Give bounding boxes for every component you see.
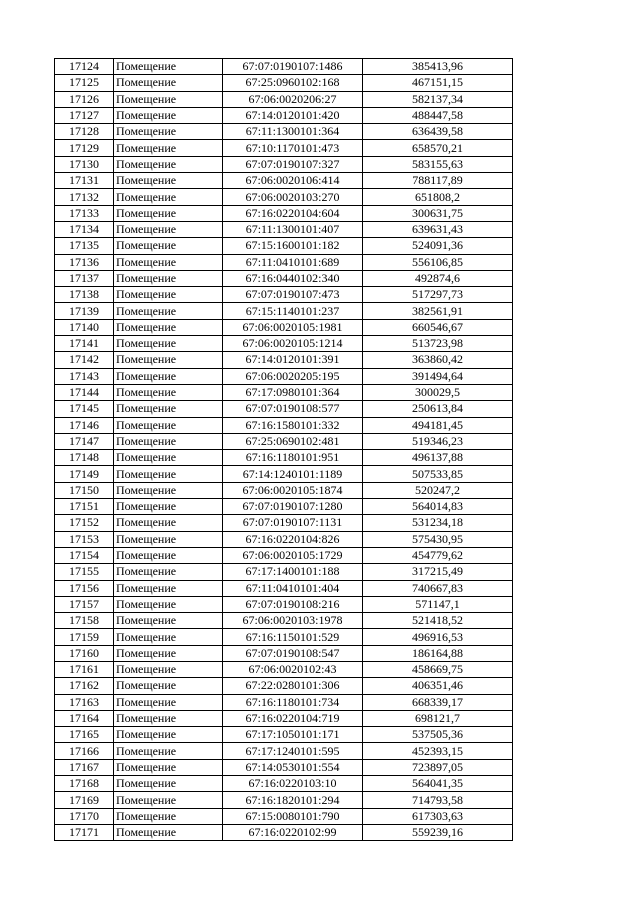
cadastral-value-cell: 385413,96 [363, 59, 513, 75]
table-row [55, 417, 513, 433]
object-type-cell: Помещение [114, 91, 223, 107]
cadastral-value-cell: 668339,17 [363, 694, 513, 710]
row-number-cell: 17168 [55, 776, 114, 792]
cadastral-number-cell: 67:16:1180101:734 [223, 694, 363, 710]
cadastral-number-cell: 67:06:0020103:1978 [223, 613, 363, 629]
object-type-cell: Помещение [114, 254, 223, 270]
cadastral-number-cell: 67:07:0190107:1131 [223, 515, 363, 531]
object-type-cell: Помещение [114, 710, 223, 726]
row-number-cell: 17132 [55, 189, 114, 205]
row-number-cell: 17151 [55, 499, 114, 515]
row-number-cell: 17160 [55, 645, 114, 661]
object-type-cell: Помещение [114, 776, 223, 792]
cadastral-number-cell: 67:15:1140101:237 [223, 303, 363, 319]
row-number-cell: 17135 [55, 238, 114, 254]
row-number-cell: 17146 [55, 417, 114, 433]
cadastral-value-cell: 723897,05 [363, 759, 513, 775]
object-type-cell: Помещение [114, 336, 223, 352]
row-number-cell: 17124 [55, 59, 114, 75]
table-row [55, 287, 513, 303]
object-type-cell: Помещение [114, 743, 223, 759]
table-row [55, 727, 513, 743]
table-row [55, 743, 513, 759]
cadastral-number-cell: 67:06:0020206:27 [223, 91, 363, 107]
cadastral-number-cell: 67:16:1180101:951 [223, 450, 363, 466]
table-row [55, 466, 513, 482]
table-row [55, 336, 513, 352]
table-row [55, 678, 513, 694]
row-number-cell: 17167 [55, 759, 114, 775]
cadastral-number-cell: 67:07:0190108:547 [223, 645, 363, 661]
object-type-cell: Помещение [114, 433, 223, 449]
table-row [55, 401, 513, 417]
cadastral-number-cell: 67:16:1820101:294 [223, 792, 363, 808]
cadastral-number-cell: 67:15:0080101:790 [223, 808, 363, 824]
cadastral-number-cell: 67:17:0980101:364 [223, 384, 363, 400]
row-number-cell: 17130 [55, 156, 114, 172]
row-number-cell: 17161 [55, 661, 114, 677]
object-type-cell: Помещение [114, 792, 223, 808]
table-row [55, 254, 513, 270]
cadastral-number-cell: 67:11:1300101:407 [223, 221, 363, 237]
table-row [55, 645, 513, 661]
cadastral-value-cell: 698121,7 [363, 710, 513, 726]
row-number-cell: 17131 [55, 173, 114, 189]
table-row [55, 482, 513, 498]
row-number-cell: 17164 [55, 710, 114, 726]
object-type-cell: Помещение [114, 107, 223, 123]
cadastral-number-cell: 67:06:0020105:1214 [223, 336, 363, 352]
registry-table-body [55, 59, 513, 841]
cadastral-number-cell: 67:06:0020105:1981 [223, 319, 363, 335]
cadastral-value-cell: 454779,62 [363, 547, 513, 563]
table-row [55, 808, 513, 824]
cadastral-value-cell: 658570,21 [363, 140, 513, 156]
cadastral-number-cell: 67:07:0190108:577 [223, 401, 363, 417]
table-row [55, 776, 513, 792]
table-row [55, 694, 513, 710]
cadastral-number-cell: 67:06:0020102:43 [223, 661, 363, 677]
cadastral-number-cell: 67:17:1400101:188 [223, 564, 363, 580]
row-number-cell: 17125 [55, 75, 114, 91]
table-row [55, 238, 513, 254]
object-type-cell: Помещение [114, 564, 223, 580]
cadastral-value-cell: 639631,43 [363, 221, 513, 237]
object-type-cell: Помещение [114, 694, 223, 710]
cadastral-value-cell: 494181,45 [363, 417, 513, 433]
object-type-cell: Помещение [114, 531, 223, 547]
object-type-cell: Помещение [114, 401, 223, 417]
row-number-cell: 17171 [55, 824, 114, 840]
row-number-cell: 17150 [55, 482, 114, 498]
cadastral-number-cell: 67:16:1150101:529 [223, 629, 363, 645]
cadastral-value-cell: 564014,83 [363, 499, 513, 515]
cadastral-number-cell: 67:07:0190107:327 [223, 156, 363, 172]
table-row [55, 221, 513, 237]
object-type-cell: Помещение [114, 156, 223, 172]
cadastral-value-cell: 788117,89 [363, 173, 513, 189]
row-number-cell: 17155 [55, 564, 114, 580]
cadastral-value-cell: 583155,63 [363, 156, 513, 172]
row-number-cell: 17133 [55, 205, 114, 221]
cadastral-value-cell: 520247,2 [363, 482, 513, 498]
cadastral-number-cell: 67:14:0120101:420 [223, 107, 363, 123]
table-row [55, 107, 513, 123]
cadastral-number-cell: 67:11:0410101:404 [223, 580, 363, 596]
table-row [55, 270, 513, 286]
cadastral-value-cell: 556106,85 [363, 254, 513, 270]
table-row [55, 189, 513, 205]
row-number-cell: 17137 [55, 270, 114, 286]
cadastral-number-cell: 67:16:0220104:719 [223, 710, 363, 726]
row-number-cell: 17134 [55, 221, 114, 237]
cadastral-value-cell: 406351,46 [363, 678, 513, 694]
object-type-cell: Помещение [114, 417, 223, 433]
row-number-cell: 17127 [55, 107, 114, 123]
table-row [55, 352, 513, 368]
cadastral-value-cell: 617303,63 [363, 808, 513, 824]
cadastral-value-cell: 458669,75 [363, 661, 513, 677]
row-number-cell: 17136 [55, 254, 114, 270]
cadastral-number-cell: 67:16:0220104:604 [223, 205, 363, 221]
table-row [55, 140, 513, 156]
row-number-cell: 17141 [55, 336, 114, 352]
cadastral-value-cell: 250613,84 [363, 401, 513, 417]
table-row [55, 661, 513, 677]
cadastral-number-cell: 67:07:0190108:216 [223, 596, 363, 612]
row-number-cell: 17152 [55, 515, 114, 531]
row-number-cell: 17159 [55, 629, 114, 645]
object-type-cell: Помещение [114, 629, 223, 645]
cadastral-number-cell: 67:16:0440102:340 [223, 270, 363, 286]
cadastral-value-cell: 524091,36 [363, 238, 513, 254]
object-type-cell: Помещение [114, 75, 223, 91]
row-number-cell: 17145 [55, 401, 114, 417]
cadastral-value-cell: 300631,75 [363, 205, 513, 221]
object-type-cell: Помещение [114, 515, 223, 531]
table-row [55, 384, 513, 400]
table-row [55, 303, 513, 319]
table-row [55, 450, 513, 466]
table-row [55, 156, 513, 172]
table-row [55, 173, 513, 189]
cadastral-value-cell: 382561,91 [363, 303, 513, 319]
table-row [55, 792, 513, 808]
object-type-cell: Помещение [114, 450, 223, 466]
cadastral-value-cell: 452393,15 [363, 743, 513, 759]
table-row [55, 75, 513, 91]
cadastral-number-cell: 67:06:0020106:414 [223, 173, 363, 189]
cadastral-number-cell: 67:06:0020103:270 [223, 189, 363, 205]
row-number-cell: 17153 [55, 531, 114, 547]
object-type-cell: Помещение [114, 808, 223, 824]
cadastral-number-cell: 67:06:0020205:195 [223, 368, 363, 384]
table-row [55, 368, 513, 384]
object-type-cell: Помещение [114, 173, 223, 189]
table-row [55, 613, 513, 629]
cadastral-value-cell: 519346,23 [363, 433, 513, 449]
cadastral-value-cell: 651808,2 [363, 189, 513, 205]
table-row [55, 629, 513, 645]
table-row [55, 547, 513, 563]
cadastral-value-cell: 467151,15 [363, 75, 513, 91]
cadastral-value-cell: 636439,58 [363, 124, 513, 140]
cadastral-value-cell: 492874,6 [363, 270, 513, 286]
cadastral-value-cell: 521418,52 [363, 613, 513, 629]
cadastral-number-cell: 67:07:0190107:1280 [223, 499, 363, 515]
row-number-cell: 17147 [55, 433, 114, 449]
row-number-cell: 17166 [55, 743, 114, 759]
table-row [55, 205, 513, 221]
object-type-cell: Помещение [114, 189, 223, 205]
row-number-cell: 17157 [55, 596, 114, 612]
row-number-cell: 17128 [55, 124, 114, 140]
cadastral-value-cell: 300029,5 [363, 384, 513, 400]
cadastral-value-cell: 571147,1 [363, 596, 513, 612]
row-number-cell: 17142 [55, 352, 114, 368]
cadastral-value-cell: 186164,88 [363, 645, 513, 661]
object-type-cell: Помещение [114, 547, 223, 563]
cadastral-value-cell: 517297,73 [363, 287, 513, 303]
cadastral-value-cell: 564041,35 [363, 776, 513, 792]
cadastral-number-cell: 67:16:0220104:826 [223, 531, 363, 547]
row-number-cell: 17165 [55, 727, 114, 743]
object-type-cell: Помещение [114, 678, 223, 694]
cadastral-number-cell: 67:16:1580101:332 [223, 417, 363, 433]
table-row [55, 596, 513, 612]
row-number-cell: 17129 [55, 140, 114, 156]
object-type-cell: Помещение [114, 352, 223, 368]
cadastral-value-cell: 559239,16 [363, 824, 513, 840]
cadastral-number-cell: 67:11:1300101:364 [223, 124, 363, 140]
row-number-cell: 17138 [55, 287, 114, 303]
object-type-cell: Помещение [114, 580, 223, 596]
object-type-cell: Помещение [114, 140, 223, 156]
table-row [55, 499, 513, 515]
cadastral-number-cell: 67:16:0220103:10 [223, 776, 363, 792]
object-type-cell: Помещение [114, 270, 223, 286]
cadastral-number-cell: 67:22:0280101:306 [223, 678, 363, 694]
cadastral-number-cell: 67:17:1240101:595 [223, 743, 363, 759]
table-row [55, 580, 513, 596]
cadastral-value-cell: 740667,83 [363, 580, 513, 596]
cadastral-value-cell: 582137,34 [363, 91, 513, 107]
cadastral-number-cell: 67:15:1600101:182 [223, 238, 363, 254]
row-number-cell: 17156 [55, 580, 114, 596]
row-number-cell: 17170 [55, 808, 114, 824]
cadastral-value-cell: 513723,98 [363, 336, 513, 352]
table-row [55, 91, 513, 107]
row-number-cell: 17148 [55, 450, 114, 466]
cadastral-value-cell: 363860,42 [363, 352, 513, 368]
cadastral-value-cell: 496137,88 [363, 450, 513, 466]
object-type-cell: Помещение [114, 645, 223, 661]
cadastral-value-cell: 714793,58 [363, 792, 513, 808]
row-number-cell: 17139 [55, 303, 114, 319]
table-row [55, 59, 513, 75]
object-type-cell: Помещение [114, 727, 223, 743]
cadastral-number-cell: 67:06:0020105:1874 [223, 482, 363, 498]
cadastral-number-cell: 67:07:0190107:473 [223, 287, 363, 303]
table-row [55, 564, 513, 580]
object-type-cell: Помещение [114, 499, 223, 515]
cadastral-value-cell: 488447,58 [363, 107, 513, 123]
table-row [55, 124, 513, 140]
object-type-cell: Помещение [114, 303, 223, 319]
property-registry-table [54, 58, 513, 841]
object-type-cell: Помещение [114, 824, 223, 840]
cadastral-number-cell: 67:25:0690102:481 [223, 433, 363, 449]
row-number-cell: 17144 [55, 384, 114, 400]
cadastral-number-cell: 67:10:1170101:473 [223, 140, 363, 156]
cadastral-value-cell: 391494,64 [363, 368, 513, 384]
object-type-cell: Помещение [114, 319, 223, 335]
table-row [55, 319, 513, 335]
cadastral-value-cell: 496916,53 [363, 629, 513, 645]
cadastral-value-cell: 531234,18 [363, 515, 513, 531]
row-number-cell: 17169 [55, 792, 114, 808]
row-number-cell: 17154 [55, 547, 114, 563]
object-type-cell: Помещение [114, 287, 223, 303]
cadastral-number-cell: 67:14:0530101:554 [223, 759, 363, 775]
object-type-cell: Помещение [114, 368, 223, 384]
cadastral-number-cell: 67:16:0220102:99 [223, 824, 363, 840]
object-type-cell: Помещение [114, 613, 223, 629]
row-number-cell: 17163 [55, 694, 114, 710]
cadastral-value-cell: 537505,36 [363, 727, 513, 743]
cadastral-number-cell: 67:14:0120101:391 [223, 352, 363, 368]
table-row [55, 759, 513, 775]
object-type-cell: Помещение [114, 384, 223, 400]
table-row [55, 433, 513, 449]
row-number-cell: 17143 [55, 368, 114, 384]
object-type-cell: Помещение [114, 466, 223, 482]
table-row [55, 824, 513, 840]
object-type-cell: Помещение [114, 661, 223, 677]
cadastral-value-cell: 317215,49 [363, 564, 513, 580]
object-type-cell: Помещение [114, 596, 223, 612]
table-row [55, 531, 513, 547]
cadastral-number-cell: 67:14:1240101:1189 [223, 466, 363, 482]
row-number-cell: 17162 [55, 678, 114, 694]
row-number-cell: 17149 [55, 466, 114, 482]
object-type-cell: Помещение [114, 482, 223, 498]
object-type-cell: Помещение [114, 238, 223, 254]
row-number-cell: 17126 [55, 91, 114, 107]
row-number-cell: 17158 [55, 613, 114, 629]
cadastral-number-cell: 67:17:1050101:171 [223, 727, 363, 743]
cadastral-value-cell: 660546,67 [363, 319, 513, 335]
cadastral-number-cell: 67:06:0020105:1729 [223, 547, 363, 563]
object-type-cell: Помещение [114, 221, 223, 237]
cadastral-number-cell: 67:25:0960102:168 [223, 75, 363, 91]
cadastral-number-cell: 67:07:0190107:1486 [223, 59, 363, 75]
table-row [55, 515, 513, 531]
object-type-cell: Помещение [114, 205, 223, 221]
cadastral-value-cell: 575430,95 [363, 531, 513, 547]
row-number-cell: 17140 [55, 319, 114, 335]
object-type-cell: Помещение [114, 59, 223, 75]
cadastral-value-cell: 507533,85 [363, 466, 513, 482]
object-type-cell: Помещение [114, 124, 223, 140]
cadastral-number-cell: 67:11:0410101:689 [223, 254, 363, 270]
object-type-cell: Помещение [114, 759, 223, 775]
table-row [55, 710, 513, 726]
